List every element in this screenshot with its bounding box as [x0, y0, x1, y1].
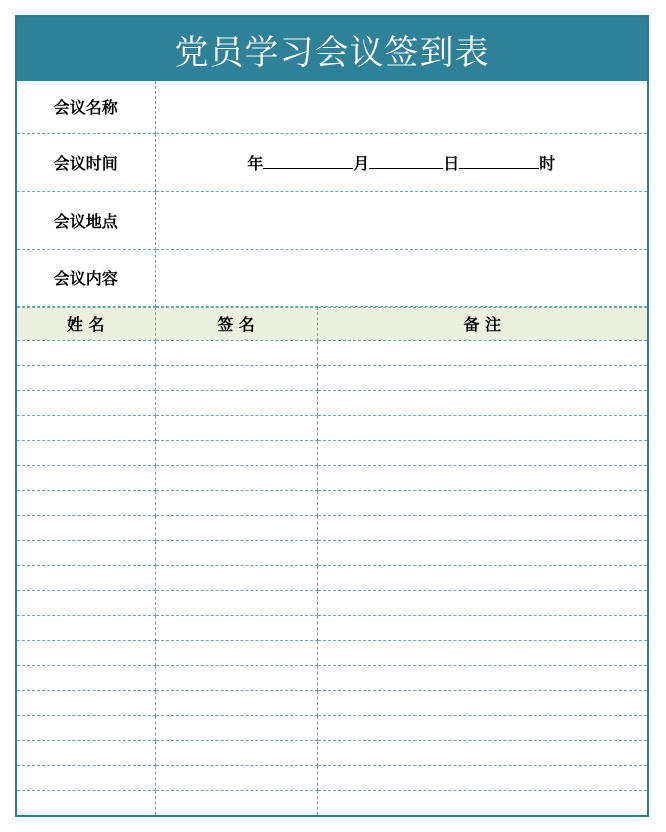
- remarks-cell[interactable]: [317, 640, 647, 665]
- signature-cell[interactable]: [155, 615, 317, 640]
- meeting-place-cell[interactable]: [155, 191, 647, 249]
- table-row: [17, 665, 647, 690]
- table-row: [17, 615, 647, 640]
- signature-cell[interactable]: [155, 390, 317, 415]
- signature-cell[interactable]: [155, 765, 317, 790]
- remarks-cell[interactable]: [317, 440, 647, 465]
- table-row: [17, 640, 647, 665]
- name-cell[interactable]: [17, 490, 155, 515]
- table-row: [17, 415, 647, 440]
- name-cell[interactable]: [17, 740, 155, 765]
- name-cell[interactable]: [17, 590, 155, 615]
- meeting-time-cell[interactable]: [155, 133, 647, 191]
- table-row: [17, 715, 647, 740]
- name-cell[interactable]: [17, 440, 155, 465]
- table-row: [17, 365, 647, 390]
- signature-cell[interactable]: [155, 365, 317, 390]
- signature-cell[interactable]: [155, 690, 317, 715]
- remarks-cell[interactable]: [317, 465, 647, 490]
- meeting-time-label: 会议时间: [17, 133, 155, 191]
- day-label: 日: [443, 153, 460, 173]
- remarks-cell[interactable]: [317, 565, 647, 590]
- meeting-content-cell[interactable]: [155, 249, 647, 306]
- signature-cell[interactable]: [155, 640, 317, 665]
- name-cell[interactable]: [17, 565, 155, 590]
- remarks-cell[interactable]: [317, 390, 647, 415]
- signature-cell[interactable]: [155, 440, 317, 465]
- name-cell[interactable]: [17, 715, 155, 740]
- name-cell[interactable]: [17, 365, 155, 390]
- attendee-table: [17, 307, 647, 816]
- meeting-place-row: [17, 191, 647, 249]
- table-row: [17, 440, 647, 465]
- name-cell[interactable]: [17, 765, 155, 790]
- meeting-info-table: [17, 81, 647, 307]
- meeting-place-label: 会议地点: [17, 191, 155, 249]
- signature-cell[interactable]: [155, 790, 317, 815]
- name-cell[interactable]: [17, 390, 155, 415]
- header-remarks: 备 注: [317, 307, 647, 340]
- name-cell[interactable]: [17, 640, 155, 665]
- year-label: 年: [247, 153, 264, 173]
- remarks-cell[interactable]: [317, 790, 647, 815]
- signature-cell[interactable]: [155, 465, 317, 490]
- hour-label: 时: [539, 153, 556, 173]
- table-row: [17, 690, 647, 715]
- signature-cell[interactable]: [155, 565, 317, 590]
- table-row: [17, 515, 647, 540]
- remarks-cell[interactable]: [317, 340, 647, 365]
- name-cell[interactable]: [17, 340, 155, 365]
- table-row: [17, 340, 647, 365]
- signature-cell[interactable]: [155, 415, 317, 440]
- sheet-title: 党员学习会议签到表: [17, 17, 647, 81]
- signature-cell[interactable]: [155, 665, 317, 690]
- table-row: [17, 540, 647, 565]
- signature-cell[interactable]: [155, 540, 317, 565]
- table-row: [17, 590, 647, 615]
- meeting-name-label: 会议名称: [17, 81, 155, 133]
- remarks-cell[interactable]: [317, 765, 647, 790]
- table-row: [17, 565, 647, 590]
- meeting-content-row: [17, 249, 647, 306]
- name-cell[interactable]: [17, 690, 155, 715]
- table-row: [17, 740, 647, 765]
- remarks-cell[interactable]: [317, 415, 647, 440]
- name-cell[interactable]: [17, 665, 155, 690]
- name-cell[interactable]: [17, 540, 155, 565]
- remarks-cell[interactable]: [317, 715, 647, 740]
- day-blank[interactable]: [369, 154, 443, 169]
- month-label: 月: [353, 153, 370, 173]
- signature-cell[interactable]: [155, 515, 317, 540]
- remarks-cell[interactable]: [317, 615, 647, 640]
- remarks-cell[interactable]: [317, 515, 647, 540]
- remarks-cell[interactable]: [317, 365, 647, 390]
- remarks-cell[interactable]: [317, 540, 647, 565]
- signature-cell[interactable]: [155, 340, 317, 365]
- meeting-name-cell[interactable]: [155, 81, 647, 133]
- month-blank[interactable]: [263, 154, 353, 169]
- sign-in-sheet: [15, 15, 649, 817]
- remarks-cell[interactable]: [317, 690, 647, 715]
- header-signature: 签 名: [155, 307, 317, 340]
- remarks-cell[interactable]: [317, 665, 647, 690]
- table-row: [17, 490, 647, 515]
- meeting-name-row: [17, 81, 647, 133]
- signature-cell[interactable]: [155, 740, 317, 765]
- attendee-header-row: [17, 307, 647, 340]
- remarks-cell[interactable]: [317, 740, 647, 765]
- remarks-cell[interactable]: [317, 590, 647, 615]
- meeting-time-row: [17, 133, 647, 191]
- table-row: [17, 765, 647, 790]
- name-cell[interactable]: [17, 790, 155, 815]
- meeting-content-label: 会议内容: [17, 249, 155, 306]
- table-row: [17, 390, 647, 415]
- remarks-cell[interactable]: [317, 490, 647, 515]
- name-cell[interactable]: [17, 465, 155, 490]
- header-name: 姓 名: [17, 307, 155, 340]
- name-cell[interactable]: [17, 615, 155, 640]
- name-cell[interactable]: [17, 515, 155, 540]
- signature-cell[interactable]: [155, 490, 317, 515]
- hour-blank[interactable]: [459, 154, 539, 169]
- signature-cell[interactable]: [155, 590, 317, 615]
- signature-cell[interactable]: [155, 715, 317, 740]
- name-cell[interactable]: [17, 415, 155, 440]
- table-row: [17, 790, 647, 815]
- table-row: [17, 465, 647, 490]
- attendee-rows: [17, 340, 647, 815]
